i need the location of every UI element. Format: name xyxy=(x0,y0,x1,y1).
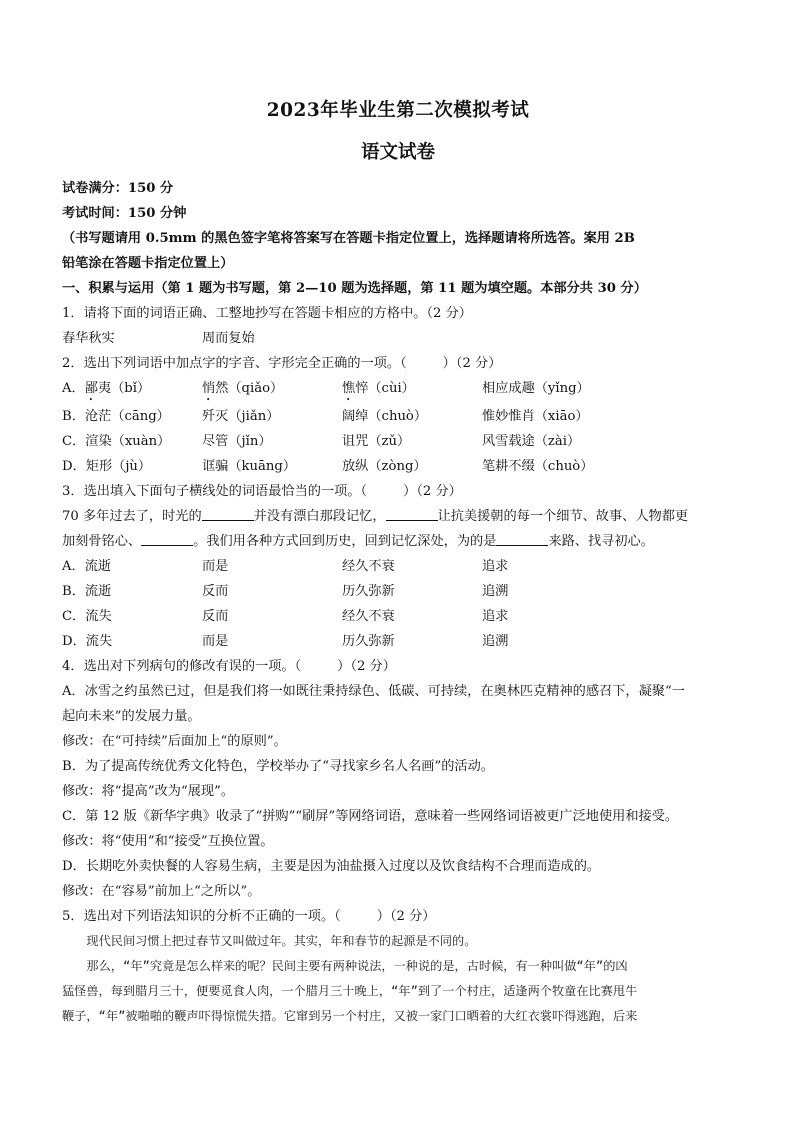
q3-stem: 3．选出填入下面句子横线处的词语最恰当的一项。（ ）（2 分） xyxy=(62,484,462,499)
instruction-line-2: 铅笔涂在答题卡指定位置上） xyxy=(62,256,234,271)
section-heading: 一、积累与运用（第 1 题为书写题，第 2—10 题为选择题，第 11 题为填空题。本部分共 30 分） xyxy=(62,281,647,296)
q3-passage-line-1: 70 多年过去了，时光的 并没有漂白那段记忆， 让抗美援朝的每一个细节、故事、人物都更 xyxy=(62,504,734,529)
q3-blank-2 xyxy=(386,506,438,521)
q4-option-d: D．长期吃外卖快餐的人容易生病，主要是因为油盐摄入过度以及饮食结构不合理而造成的。 xyxy=(62,859,601,874)
exam-title: 2023年毕业生第二次模拟考试 xyxy=(266,100,530,121)
q2-option-d: D．矩形（jù） 诓骗（kuāng） 放纵（zòng） 笔耕不缀（chuò） xyxy=(62,459,594,474)
q4-option-c: C．第 12 版《新华字典》收录了“拼购”“刷屏”等网络词语，意味着一些网络词语被更广泛地使用和接受。 xyxy=(62,809,679,824)
score-info: 试卷满分：150 分 xyxy=(62,181,174,196)
q2-option-a: A．鄙夷（bǐ） 悄然（qiǎo） 憔悴（cùi） 相应成趣（yǐng） xyxy=(62,381,590,396)
q4-option-b-fix: 修改：将“提高”改为“展现”。 xyxy=(62,784,235,799)
q4-option-a-line-2: 起向未来”的发展力量。 xyxy=(62,709,201,724)
q3-blank-4 xyxy=(496,531,548,546)
q4-stem: 4．选出对下列病句的修改有误的一项。（ ）（2 分） xyxy=(62,659,396,674)
q3-option-c: C．流失 反而 经久不衰 追求 xyxy=(62,609,509,624)
q3-option-a: A．流逝 而是 经久不衰 追求 xyxy=(62,559,509,574)
q2-option-c: C．渲染（xuàn） 尽管（jǐn） 诅咒（zǔ） 风雪载途（zài） xyxy=(62,434,581,449)
q3-option-b: B．流逝 反而 历久弥新 追溯 xyxy=(62,584,509,599)
q2-option-b: B．沧茫（cāng） 歼灭（jiǎn） 阔绰（chuò） 惟妙惟肖（xiāo） xyxy=(62,409,589,424)
q3-option-d: D．流失 而是 历久弥新 追溯 xyxy=(62,634,509,649)
q4-option-a-fix: 修改：在“可持续”后面加上“的原则”。 xyxy=(62,734,287,749)
exam-subtitle: 语文试卷 xyxy=(360,142,435,163)
exam-page xyxy=(62,96,734,1029)
time-info: 考试时间：150 分钟 xyxy=(62,206,187,221)
q3-blank-3 xyxy=(141,531,193,546)
q4-option-b: B．为了提高传统优秀文化特色，学校举办了“寻找家乡名人名画”的活动。 xyxy=(62,759,494,774)
q4-option-c-fix: 修改：将“使用”和“接受”互换位置。 xyxy=(62,834,274,849)
q5-passage-line-2: 那么，“年”究竟是怎么样来的呢？民间主要有两种说法，一种说的是，古时候，有一种叫做“年”的凶 xyxy=(86,959,628,973)
q2-stem: 2．选出下列词语中加点字的字音、字形完全正确的一项。（ ）（2 分） xyxy=(62,356,502,371)
q3-passage-line-2: 加刻骨铭心、 。我们用各种方式回到历史，回到记忆深处，为的是 来路、找寻初心。 xyxy=(62,529,734,554)
q1-stem: 1．请将下面的词语正确、工整地抄写在答题卡相应的方格中。（2 分） xyxy=(62,306,472,321)
q5-passage-line-3: 猛怪兽，每到腊月三十，便要觅食人肉，一个腊月三十晚上，“年”到了一个村庄，适逢两个牧童在比赛甩牛 xyxy=(62,984,638,998)
q4-option-d-fix: 修改：在“容易”前加上“之所以”。 xyxy=(62,884,261,899)
q5-passage-line-4: 鞭子，“年”被啪啪的鞭声吓得惊慌失措。它窜到另一个村庄，又被一家门口晒着的大红衣裳吓得逃跑，后来 xyxy=(62,1009,638,1023)
q1-words xyxy=(62,326,734,351)
q5-passage-line-1: 现代民间习惯上把过春节又叫做过年。其实，年和春节的起源是不同的。 xyxy=(86,934,477,948)
q1-word-1: 春华秋实 xyxy=(62,331,115,346)
q1-word-2: 周而复始 xyxy=(202,331,255,346)
q5-stem: 5．选出对下列语法知识的分析不正确的一项。（ ）（2 分） xyxy=(62,909,436,924)
q3-blank-1 xyxy=(202,506,254,521)
q4-option-a-line-1: A．冰雪之约虽然已过，但是我们将一如既往秉持绿色、低碳、可持续，在奥林匹克精神的感召下，凝聚“一 xyxy=(62,684,685,699)
instruction-line-1: （书写题请用 0.5mm 的黑色签字笔将答案写在答题卡指定位置上，选择题请将所选答。案用 2B xyxy=(62,231,635,246)
